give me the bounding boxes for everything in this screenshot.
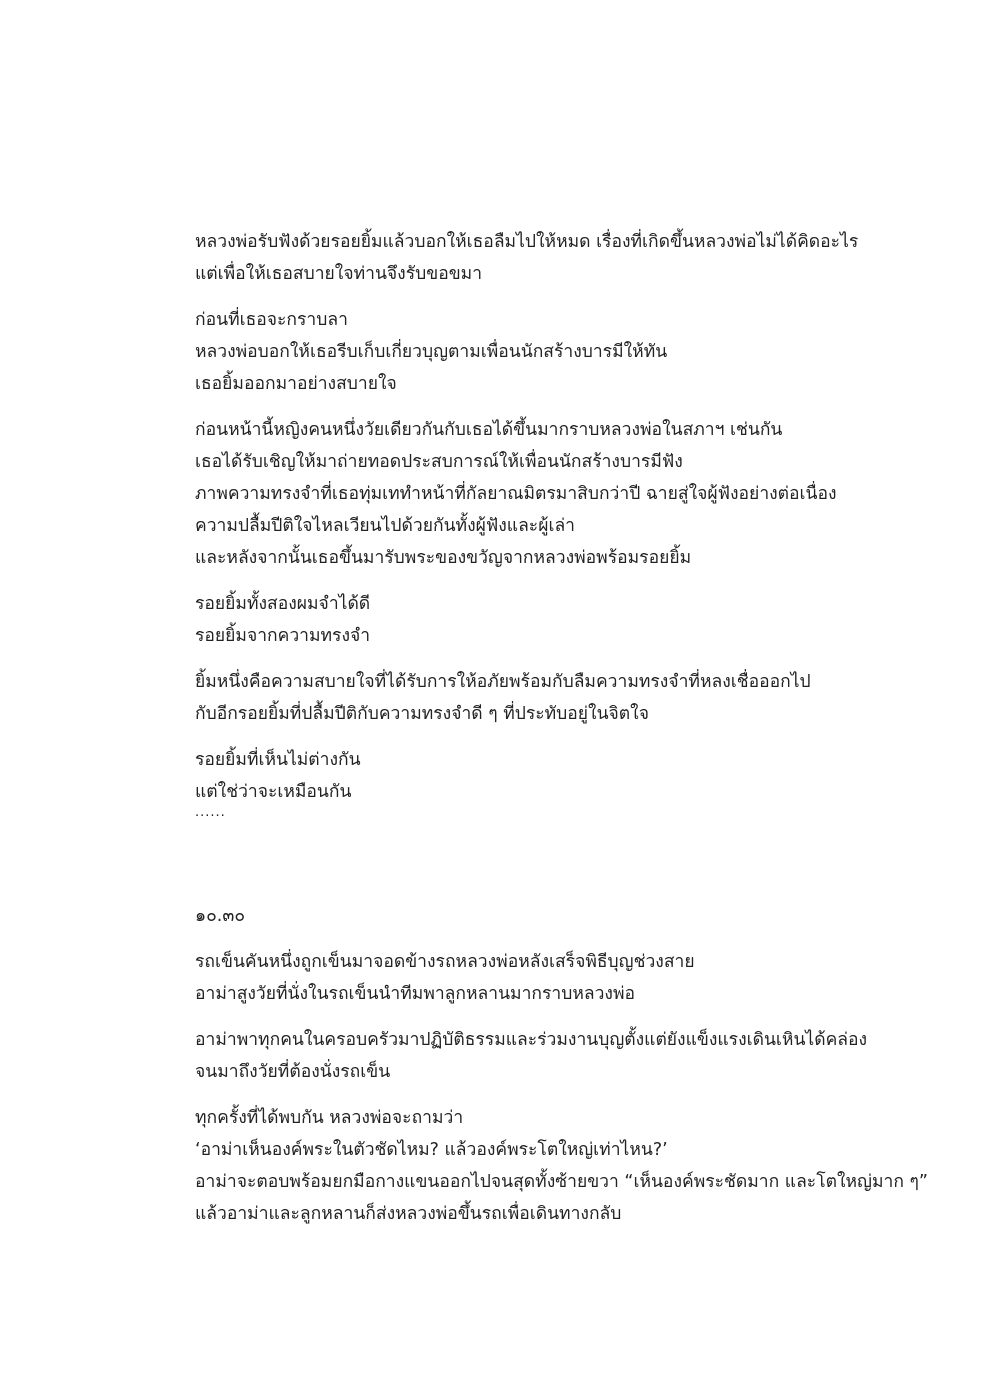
text-line: ความปลื้มปีติใจไหลเวียนไปด้วยกันทั้งผู้ฟังและผู้เล่า <box>195 516 575 536</box>
text-line: รถเข็นคันหนึ่งถูกเข็นมาจอดข้างรถหลวงพ่อหลังเสร็จพิธีบุญช่วงสาย <box>195 952 695 972</box>
text-line: จนมาถึงวัยที่ต้องนั่งรถเข็น <box>195 1062 391 1082</box>
paragraph <box>195 1102 928 1230</box>
text-line: รอยยิ้มที่เห็นไม่ต่างกัน <box>195 750 361 770</box>
text-line: แต่เพื่อให้เธอสบายใจท่านจึงรับขอขมา <box>195 264 483 284</box>
text-line: ‘อาม่าเห็นองค์พระในตัวชัดไหม? แล้วองค์พระโตใหญ่เท่าไหน?’ <box>195 1140 668 1160</box>
paragraph <box>195 414 895 574</box>
paragraph <box>195 1024 895 1088</box>
document-body <box>195 226 928 1244</box>
paragraph <box>195 588 895 652</box>
text-line: เธอได้รับเชิญให้มาถ่ายทอดประสบการณ์ให้เพื่อนนักสร้างบารมีฟัง <box>195 452 683 472</box>
text-line: รอยยิ้มทั้งสองผมจำได้ดี <box>195 594 371 614</box>
text-line: ทุกครั้งที่ได้พบกัน หลวงพ่อจะถามว่า <box>195 1108 464 1128</box>
paragraph <box>195 946 895 1010</box>
text-line: หลวงพ่อบอกให้เธอรีบเก็บเกี่ยวบุญตามเพื่อนนักสร้างบารมีให้ทัน <box>195 342 668 362</box>
text-line: กับอีกรอยยิ้มที่ปลื้มปีติกับความทรงจำดี ๆ ที่ประทับอยู่ในจิตใจ <box>195 704 649 724</box>
text-line: อาม่าจะตอบพร้อมยกมือกางแขนออกไปจนสุดทั้งซ้ายขวา “เห็นองค์พระชัดมาก และโตใหญ่มาก ๆ” <box>195 1172 928 1192</box>
text-line: ก่อนที่เธอจะกราบลา <box>195 310 348 330</box>
text-line: ยิ้มหนึ่งคือความสบายใจที่ได้รับการให้อภัยพร้อมกับลืมความทรงจำที่หลงเชื่อออกไป <box>195 672 811 692</box>
text-line: แต่ใช่ว่าจะเหมือนกัน <box>195 782 352 802</box>
paragraph <box>195 744 895 824</box>
text-line: รอยยิ้มจากความทรงจำ <box>195 626 371 646</box>
text-line: อาม่าพาทุกคนในครอบครัวมาปฏิบัติธรรมและร่วมงานบุญตั้งแต่ยังแข็งแรงเดินเหินได้คล่อง <box>195 1030 868 1050</box>
paragraph <box>195 666 895 730</box>
section-number: ๑๐.๓๐ <box>195 906 245 926</box>
text-line: เธอยิ้มออกมาอย่างสบายใจ <box>195 374 397 394</box>
text-line: ภาพความทรงจำที่เธอทุ่มเททำหน้าที่กัลยาณมิตรมาสิบกว่าปี ฉายสู่ใจผู้ฟังอย่างต่อเนื่อง <box>195 484 837 504</box>
text-line: แล้วอาม่าและลูกหลานก็ส่งหลวงพ่อขึ้นรถเพื่อเดินทางกลับ <box>195 1204 622 1224</box>
text-line: หลวงพ่อรับฟังด้วยรอยยิ้มแล้วบอกให้เธอลืมไปให้หมด เรื่องที่เกิดขึ้นหลวงพ่อไม่ได้คิดอะไร <box>195 232 859 252</box>
paragraph <box>195 304 895 400</box>
text-line: อาม่าสูงวัยที่นั่งในรถเข็นนำทีมพาลูกหลานมากราบหลวงพ่อ <box>195 984 636 1004</box>
paragraph <box>195 226 895 290</box>
text-line: และหลังจากนั้นเธอขึ้นมารับพระของขวัญจากหลวงพ่อพร้อมรอยยิ้ม <box>195 548 692 568</box>
text-line: ก่อนหน้านี้หญิงคนหนึ่งวัยเดียวกันกับเธอได้ขึ้นมากราบหลวงพ่อในสภาฯ เช่นกัน <box>195 420 783 440</box>
ellipsis: ...... <box>195 805 226 820</box>
